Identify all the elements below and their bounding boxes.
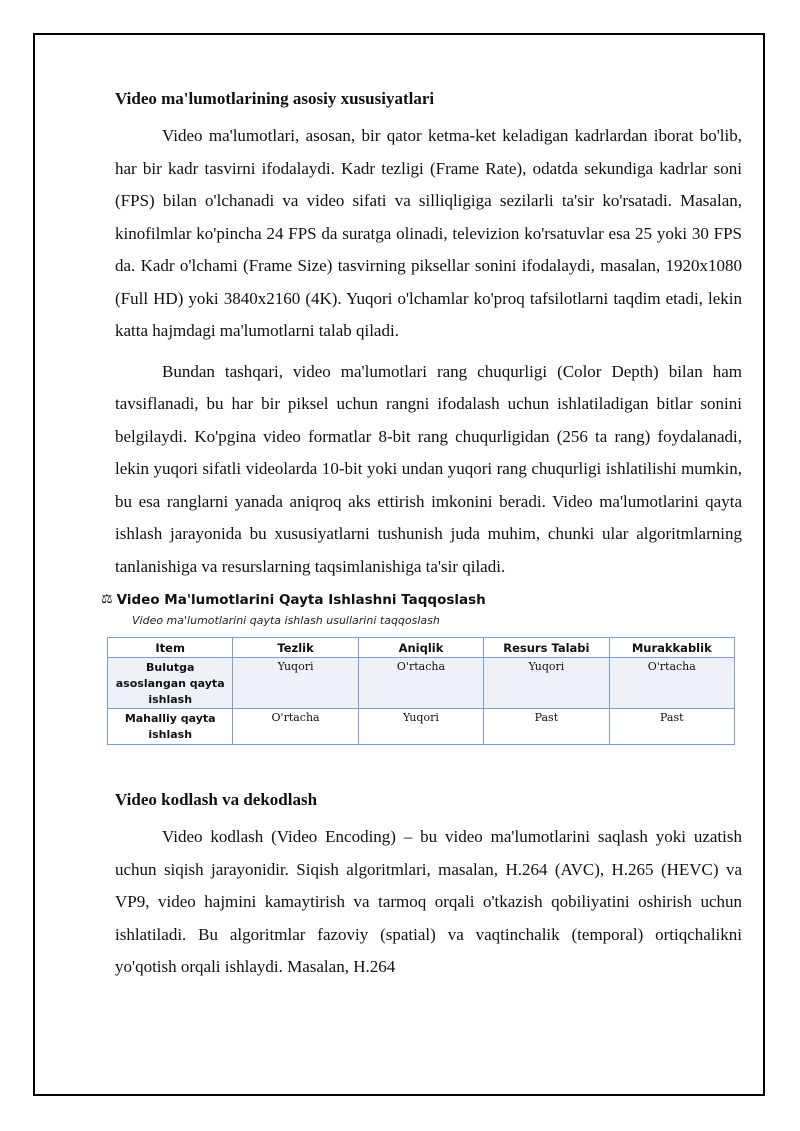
table-cell: Past [609,709,734,745]
table-cell: Yuqori [484,658,609,709]
scales-icon: ⚖ [101,592,113,607]
table-header-row [108,638,735,658]
table-cell: O'rtacha [609,658,734,709]
column-header-item: Item [108,638,233,658]
table-cell: Yuqori [233,658,358,709]
table-row [108,658,735,709]
table-row [108,709,735,745]
section-heading-video-properties: Video ma'lumotlarining asosiy xususiyatlari [115,89,435,108]
table-cell-item: Bulutga asoslangan qayta ishlash [108,658,233,709]
table-cell: O'rtacha [358,658,483,709]
comparison-table [107,637,735,745]
table-title-text: Video Ma'lumotlarini Qayta Ishlashni Taqqoslash [116,592,486,608]
table-cell: Past [484,709,609,745]
section-heading-video-encoding: Video kodlash va dekodlash [115,790,318,809]
section-video-encoding [115,789,742,984]
table-caption: Video ma'lumotlarini qayta ishlash usullarini taqqoslash [132,614,440,627]
column-header-murakkablik: Murakkablik [609,638,734,658]
column-header-tezlik: Tezlik [233,638,358,658]
table-cell: O'rtacha [233,709,358,745]
paragraph: Video ma'lumotlari, asosan, bir qator ketma-ket keladigan kadrlardan iborat bo'lib, har bir kadr tasvirni ifodalaydi. Kadr tezligi (Frame Rate), odatda sekundiga kadrlar soni (FPS) bilan o'lchanadi va video sifati va silliqligiga sezilarli ta'sir ko'rsatadi. Masalan, kinofilmlar ko'pincha 24 FPS da suratga olinadi, televizion ko'rsatuvlar esa 25 yoki 30 FPS da. Kadr o'lchami (Frame Size) tasvirning piksellar sonini ifodalaydi, masalan, 1920x1080 (Full HD) yoki 3840x2160 (4K). Yuqori o'lchamlar ko'proq tafsilotlarni taqdim etadi, lekin katta hajmdagi ma'lumotlarni talab qiladi. [115,126,742,340]
table-title [101,591,742,609]
table-cell-item: Mahalliy qayta ishlash [108,709,233,745]
document-content [101,88,742,992]
table-cell: Yuqori [358,709,483,745]
paragraph: Bundan tashqari, video ma'lumotlari rang chuqurligi (Color Depth) bilan ham tavsiflanadi, bu har bir piksel uchun rangni ifodalash uchun ishlatiladigan bitlar sonini belgilaydi. Ko'pgina video formatlar 8-bit rang chuqurligidan (256 ta rang) foydalanadi, lekin yuqori sifatli videolarda 10-bit yoki undan yuqori rang chuqurligi ishlatilishi mumkin, bu esa ranglarni yanada aniqroq aks ettirish imkonini beradi. Video ma'lumotlarini qayta ishlash jarayonida bu xususiyatlarni tushunish juda muhim, chunki ular algoritmlarning tanlanishiga va resurslarning taqsimlanishiga ta'sir qiladi. [115,361,742,576]
column-header-aniqlik: Aniqlik [358,638,483,658]
paragraph: Video kodlash (Video Encoding) – bu video ma'lumotlarini saqlash yoki uzatish uchun siqish jarayonidir. Siqish algoritmlari, masalan, H.264 (AVC), H.265 (HEVC) va VP9, video hajmini kamaytirish va tarmoq orqali o'tkazish qobiliyatini oshirish uchun ishlatiladi. Bu algoritmlar fazoviy (spatial) va vaqtinchalik (temporal) ortiqchalikni yo'qotish orqali ishlaydi. Masalan, H.264 [115,827,742,976]
column-header-resurs-talabi: Resurs Talabi [484,638,609,658]
